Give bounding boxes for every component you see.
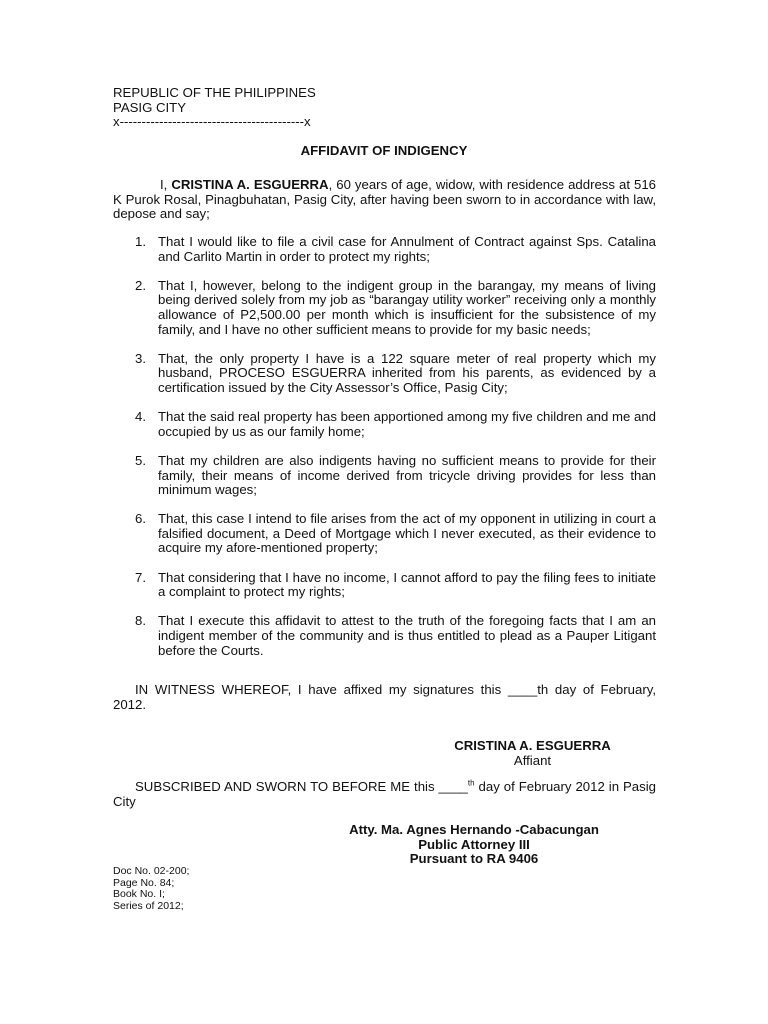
item-number: 7. — [135, 569, 146, 585]
header-city: PASIG CITY — [113, 99, 187, 115]
notary-name: Atty. Ma. Agnes Hernando -Cabacungan — [349, 822, 599, 837]
item-text: That, the only property I have is a 122 square meter of real property which my husband, PROCESO ESGUERRA inherited from his parents, as evidenced by a certification issued by the City Assessor’s Office, Pasig City; — [158, 350, 656, 395]
list-item — [113, 410, 656, 439]
item-text: That I would like to file a civil case for Annulment of Contract against Sps. Catalina and Carlito Martin in order to protect my rights; — [158, 234, 656, 264]
affiant-signature-block — [400, 739, 665, 768]
intro-text: , 60 years of age, widow, with residence address at 516 K Purok Rosal, Pinagbuhatan, Pasig City, after having been sworn to in accordance with law, depose and say; — [113, 177, 656, 222]
intro-paragraph — [113, 178, 656, 222]
witness-text: IN WITNESS WHEREOF, I have affixed my signatures this ____th day of February, 2012. — [113, 682, 656, 712]
affiant-name-inline: CRISTINA A. ESGUERRA — [171, 177, 329, 192]
allegations-list — [113, 235, 656, 673]
notary-authority: Pursuant to RA 9406 — [409, 851, 539, 867]
jurat-text-before: SUBSCRIBED AND SWORN TO BEFORE ME this ____ — [135, 779, 468, 794]
affiant-role: Affiant — [513, 752, 552, 768]
notary-title: Public Attorney III — [418, 836, 530, 852]
series-year: Series of 2012; — [113, 899, 184, 912]
intro-prefix: I, — [160, 177, 172, 192]
witness-paragraph — [113, 683, 656, 712]
list-item — [113, 571, 656, 600]
doc-number: Doc No. 02-200; — [113, 865, 190, 877]
jurat-text-after: day of February 2012 in Pasig City — [113, 779, 656, 809]
page-number: Page No. 84; — [113, 876, 175, 889]
item-text: That I execute this affidavit to attest to the truth of the foregoing facts that I am an indigent member of the community and is thus entitled to plead as a Pauper Litigant before the Courts. — [158, 613, 656, 658]
notarial-register — [113, 866, 189, 912]
list-item — [113, 454, 656, 498]
document-title: AFFIDAVIT OF INDIGENCY — [300, 143, 468, 158]
item-text: That, this case I intend to file arises from the act of my opponent in utilizing in court a falsified document, a Deed of Mortgage which I never executed, as their evidence to acquire my afore-mentioned property; — [158, 511, 656, 556]
list-item — [113, 352, 656, 396]
list-item — [113, 235, 656, 264]
jurat-paragraph — [113, 780, 656, 809]
notary-block — [310, 823, 638, 867]
item-text: That I, however, belong to the indigent group in the barangay, my means of living being derived solely from my job as “barangay utility worker” receiving only a monthly allowance of P2,500.00 per month which is insufficient for the subsistence of my family, and I have no other sufficient means to provide for my basic needs; — [158, 277, 656, 337]
item-text: That considering that I have no income, I cannot afford to pay the filing fees to initiate a complaint to protect my rights; — [158, 569, 656, 600]
header-divider: x------------------------------------------x — [113, 114, 311, 130]
header-republic: REPUBLIC OF THE PHILIPPINES — [113, 85, 316, 100]
list-item — [113, 512, 656, 556]
item-number: 8. — [135, 613, 146, 629]
item-number: 4. — [135, 409, 146, 425]
jurat-superscript: th — [467, 778, 475, 788]
item-number: 5. — [135, 452, 146, 468]
list-item — [113, 614, 656, 658]
item-number: 6. — [135, 511, 146, 527]
document-header — [113, 86, 316, 130]
item-number: 3. — [135, 350, 146, 366]
item-number: 2. — [135, 277, 146, 293]
item-text: That my children are also indigents having no sufficient means to provide for their family, their means of income derived from tricycle driving provides for less than minimum wages; — [158, 452, 656, 498]
list-item — [113, 279, 656, 337]
item-number: 1. — [135, 234, 146, 249]
affiant-name: CRISTINA A. ESGUERRA — [454, 738, 611, 753]
book-number: Book No. I; — [113, 888, 165, 900]
item-text: That the said real property has been apportioned among my five children and me and occupied by us as our family home; — [158, 409, 656, 439]
